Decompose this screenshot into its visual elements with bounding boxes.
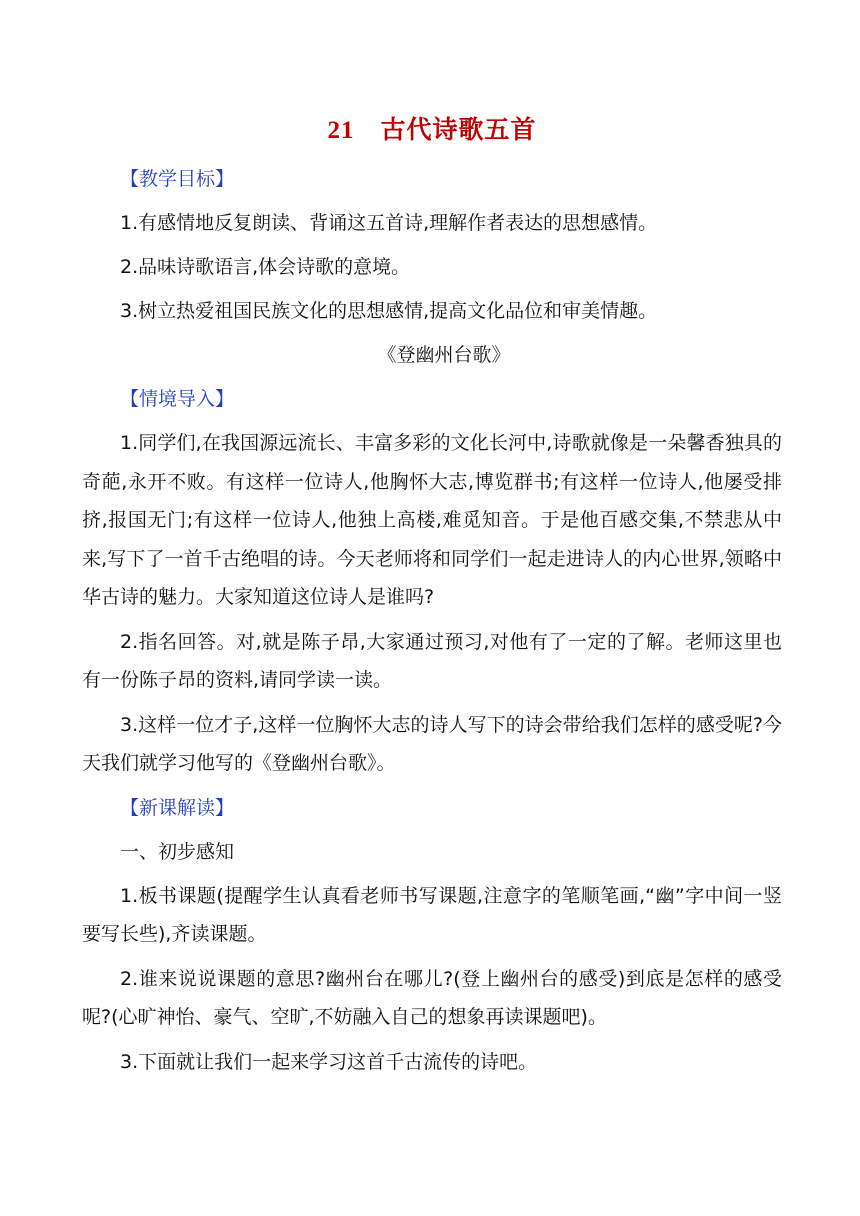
goal-item-2: 2.品味诗歌语言,体会诗歌的意境。	[120, 256, 411, 278]
poem-title: 《登幽州台歌》	[377, 344, 511, 366]
title-text: 古代诗歌五首	[380, 115, 537, 144]
title-number: 21	[327, 117, 355, 144]
lesson-paragraph-2: 2.谁来说说课题的意思?幽州台在哪儿?(登上幽州台的感受)到底是怎样的感受呢?(心旷神怡、豪气、空旷,不妨融入自己的想象再读课题吧)。	[82, 967, 782, 1028]
section-heading-intro: 【情境导入】	[120, 388, 235, 410]
intro-paragraph-1: 1.同学们,在我国源远流长、丰富多彩的文化长河中,诗歌就像是一朵馨香独具的奇葩,永开不败。有这样一位诗人,他胸怀大志,博览群书;有这样一位诗人,他屡受排挤,报国无门;有这样一位诗人,他独上高楼,难觅知音。于是他百感交集,不禁悲从中来,写下了一首千古绝唱的诗。今天老师将和同学们一起走进诗人的内心世界,领略中华古诗的魅力。大家知道这位诗人是谁吗?	[82, 432, 782, 608]
part-heading-initial-perception: 一、初步感知	[120, 840, 235, 863]
section-heading-goals: 【教学目标】	[120, 168, 235, 190]
goal-item-1: 1.有感情地反复朗读、背诵这五首诗,理解作者表达的思想感情。	[120, 212, 658, 234]
document-page	[82, 110, 782, 1087]
section-heading-new-lesson: 【新课解读】	[120, 796, 235, 819]
intro-paragraph-2: 2.指名回答。对,就是陈子昂,大家通过预习,对他有了一定的了解。老师这里也有一份陈子昂的资料,请同学读一读。	[82, 630, 782, 691]
lesson-paragraph-3: 3.下面就让我们一起来学习这首千古流传的诗吧。	[120, 1050, 538, 1073]
goal-item-3: 3.树立热爱祖国民族文化的思想感情,提高文化品位和审美情趣。	[120, 300, 658, 322]
intro-paragraph-3: 3.这样一位才子,这样一位胸怀大志的诗人写下的诗会带给我们怎样的感受呢?今天我们就学习他写的《登幽州台歌》。	[82, 713, 782, 774]
lesson-paragraph-1: 1.板书课题(提醒学生认真看老师书写课题,注意字的笔顺笔画,“幽”字中间一竖要写长些),齐读课题。	[82, 884, 782, 945]
page-title	[82, 110, 782, 146]
